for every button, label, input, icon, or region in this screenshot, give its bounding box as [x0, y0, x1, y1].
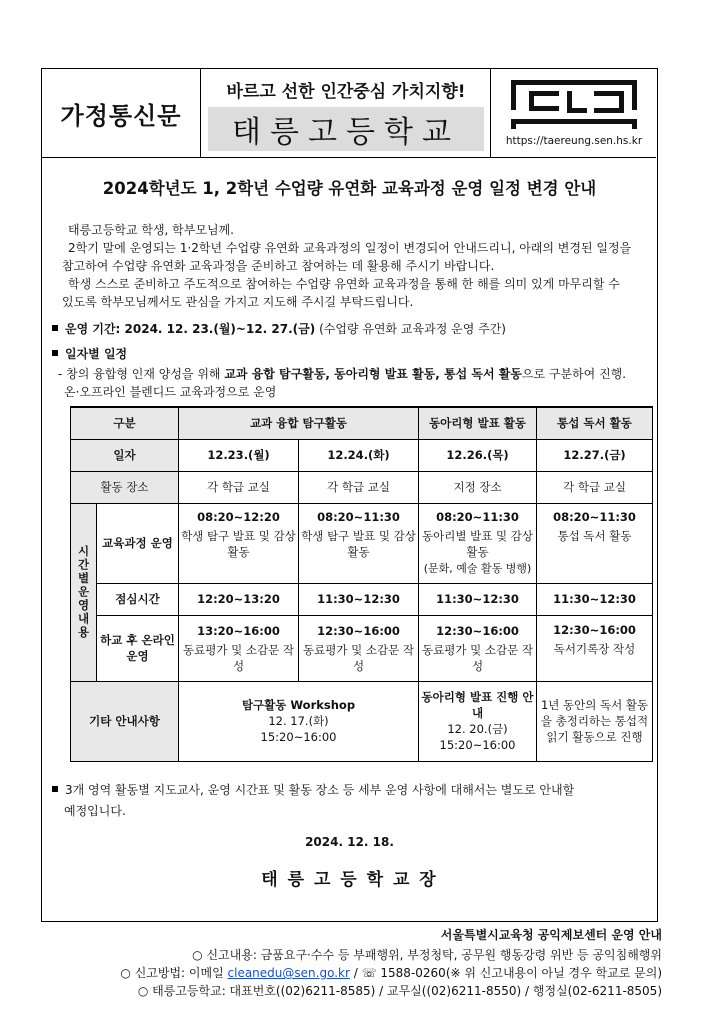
header-school-cell — [202, 69, 491, 157]
closing-line-1: 3개 영역 활동별 지도교사, 운영 시간표 및 활동 장소 등 세부 운영 사항에 대해서는 별도로 안내할 — [65, 783, 575, 797]
school-motto: 바르고 선한 인간중심 가치지향! — [226, 82, 466, 102]
header-category: 구분 — [71, 407, 179, 439]
online-cell — [537, 615, 653, 681]
period-section — [52, 320, 506, 338]
greeting: 태릉고등학교 학생, 학부모님께. — [68, 223, 234, 237]
row-label-etc: 기타 안내사항 — [71, 681, 179, 761]
place-cell: 각 학급 교실 — [179, 471, 299, 503]
body-line-1: 2학기 말에 운영되는 1·2학년 수업량 유연화 교육과정의 일정이 변경되어 안내드리니, 아래의 변경된 일정을 — [68, 241, 632, 255]
footer-phone: / ☏ 1588-0260 — [349, 966, 446, 980]
date-cell: 12.23.(월) — [179, 439, 299, 471]
curriculum-time: 08:20~11:30 — [317, 509, 400, 524]
etc-workshop-date: 12. 17.(화) — [268, 714, 329, 728]
body-line-3: 학생 스스로 준비하고 주도적으로 참여하는 수업량 유연화 교육과정을 통해 한 해를 의미 있게 마무리할 수 — [68, 277, 620, 291]
notice-title: 2024학년도 1, 2학년 수업량 유연화 교육과정 운영 일정 변경 안내 — [102, 179, 597, 198]
online-cell — [419, 615, 537, 681]
date-cell: 12.26.(목) — [419, 439, 537, 471]
lunch-cell: 11:30~12:30 — [537, 583, 653, 615]
curriculum-cell — [419, 503, 537, 583]
letter-header — [42, 69, 656, 158]
curriculum-cell — [537, 503, 653, 583]
document-frame — [41, 68, 658, 922]
online-time: 12:30~16:00 — [436, 623, 519, 638]
header-reading: 통섭 독서 활동 — [537, 407, 653, 439]
online-cell — [179, 615, 299, 681]
school-url[interactable]: https://taereung.sen.hs.kr — [505, 135, 643, 147]
group-label-time: 시간별운영내용 — [71, 503, 97, 681]
etc-workshop-cell — [179, 681, 419, 761]
online-time: 12:30~16:00 — [553, 622, 636, 637]
table-row — [71, 503, 653, 583]
table-row — [71, 583, 653, 615]
etc-club-cell — [419, 681, 537, 761]
online-cell — [299, 615, 419, 681]
curriculum-desc: 학생 탐구 발표 및 감상 활동 — [181, 528, 296, 559]
online-desc: 동료평가 및 소감문 작성 — [422, 642, 533, 673]
table-row — [71, 681, 653, 761]
row-label-date: 일자 — [71, 439, 179, 471]
date-cell: 12.27.(금) — [537, 439, 653, 471]
row-label-online: 하교 후 온라인 운영 — [97, 615, 179, 681]
date-cell: 12.24.(화) — [299, 439, 419, 471]
place-cell: 각 학급 교실 — [537, 471, 653, 503]
lunch-cell: 12:20~13:20 — [179, 583, 299, 615]
footer-line2-note: (※ 위 신고내용이 아닐 경우 학교로 문의) — [445, 966, 662, 980]
period-note: (수업량 유연화 교육과정 운영 주간) — [319, 322, 506, 336]
curriculum-desc: 학생 탐구 발표 및 감상 활동 — [301, 528, 416, 559]
curriculum-sub: (문화, 예술 활동 병행) — [423, 561, 532, 575]
daily-desc-pre: - 창의 융합형 인재 양성을 위해 — [58, 367, 225, 381]
daily-label: 일자별 일정 — [65, 347, 128, 361]
daily-desc-line2: 온·오프라인 블렌디드 교육과정으로 운영 — [64, 385, 277, 399]
table-header-row — [71, 407, 653, 439]
school-logo-icon — [509, 77, 639, 131]
daily-section — [52, 345, 127, 363]
etc-club-date: 12. 20.(금) — [447, 722, 508, 736]
lunch-cell: 11:30~12:30 — [299, 583, 419, 615]
header-inquiry: 교과 융합 탐구활동 — [179, 407, 419, 439]
curriculum-cell — [179, 503, 299, 583]
curriculum-desc: 동아리별 발표 및 감상 활동 — [422, 528, 533, 559]
daily-desc-bold: 교과 융합 탐구활동, 동아리형 발표 활동, 통섭 독서 활동 — [224, 367, 522, 381]
etc-workshop-time: 15:20~16:00 — [260, 730, 337, 744]
bullet-square-icon — [52, 325, 58, 331]
school-name-banner: 태릉고등학교 — [208, 107, 484, 151]
footer-line-2 — [120, 964, 662, 981]
online-desc: 독서기록장 작성 — [553, 641, 636, 656]
table-row — [71, 471, 653, 503]
online-time: 13:20~16:00 — [197, 623, 280, 638]
etc-workshop-title: 탐구활동 Workshop — [241, 698, 356, 712]
footer-line-3: ○ 태릉고등학교: 대표번호((02)6211-8585) / 교무실((02)6211-8550) / 행정실(02-6211-8505) — [137, 984, 662, 998]
row-label-lunch: 점심시간 — [97, 583, 179, 615]
row-label-curriculum: 교육과정 운영 — [97, 503, 179, 583]
curriculum-cell — [299, 503, 419, 583]
closing-line-2: 예정입니다. — [64, 804, 126, 818]
online-desc: 동료평가 및 소감문 작성 — [183, 642, 294, 673]
schedule-table — [70, 406, 653, 762]
header-logo-cell — [492, 69, 656, 157]
etc-reading-cell: 1년 동안의 독서 활동을 총정리하는 통섭적 읽기 활동으로 진행 — [537, 681, 653, 761]
footer-center: 서울특별시교육청 공익제보센터 운영 안내 — [440, 928, 662, 942]
footer-line2-pre: ○ 신고방법: 이메일 — [120, 966, 228, 980]
online-desc: 동료평가 및 소감문 작성 — [303, 642, 414, 673]
period-label: 운영 기간: 2024. 12. 23.(월)~12. 27.(금) — [65, 322, 316, 336]
closing-section — [52, 781, 652, 799]
header-club: 동아리형 발표 활동 — [419, 407, 537, 439]
footer-line-1: ○ 신고내용: 금품요구·수수 등 부패행위, 부정청탁, 공무원 행동강령 위반 등 공익침해행위 — [192, 948, 662, 962]
table-row — [71, 615, 653, 681]
issue-date: 2024. 12. 18. — [305, 835, 394, 849]
bullet-square-icon — [52, 350, 58, 356]
principal-signature: 태 릉 고 등 학 교 장 — [261, 870, 438, 890]
report-email-link[interactable]: cleanedu@sen.go.kr — [227, 966, 350, 980]
body-line-2: 참고하여 수업량 유연화 교육과정을 준비하고 참여하는 데 활용해 주시기 바랍니다. — [62, 259, 495, 273]
header-newsletter-cell — [42, 69, 201, 157]
daily-desc-post: 으로 구분하여 진행. — [521, 367, 627, 381]
curriculum-time: 08:20~11:30 — [436, 509, 519, 524]
lunch-cell: 11:30~12:30 — [419, 583, 537, 615]
table-row — [71, 439, 653, 471]
etc-club-title: 동아리형 발표 진행 안내 — [421, 690, 534, 720]
bullet-square-icon — [52, 786, 58, 792]
place-cell: 각 학급 교실 — [299, 471, 419, 503]
curriculum-desc: 통섭 독서 활동 — [557, 528, 632, 543]
etc-club-time: 15:20~16:00 — [439, 738, 516, 752]
curriculum-time: 08:20~11:30 — [553, 509, 636, 524]
row-label-place: 활동 장소 — [71, 471, 179, 503]
place-cell: 지정 장소 — [419, 471, 537, 503]
daily-desc — [58, 365, 653, 383]
online-time: 12:30~16:00 — [317, 623, 400, 638]
body-line-4: 있도록 학부모님께서도 관심을 가지고 지도해 주시길 부탁드립니다. — [62, 295, 414, 309]
newsletter-label: 가정통신문 — [60, 100, 182, 130]
curriculum-time: 08:20~12:20 — [197, 509, 280, 524]
